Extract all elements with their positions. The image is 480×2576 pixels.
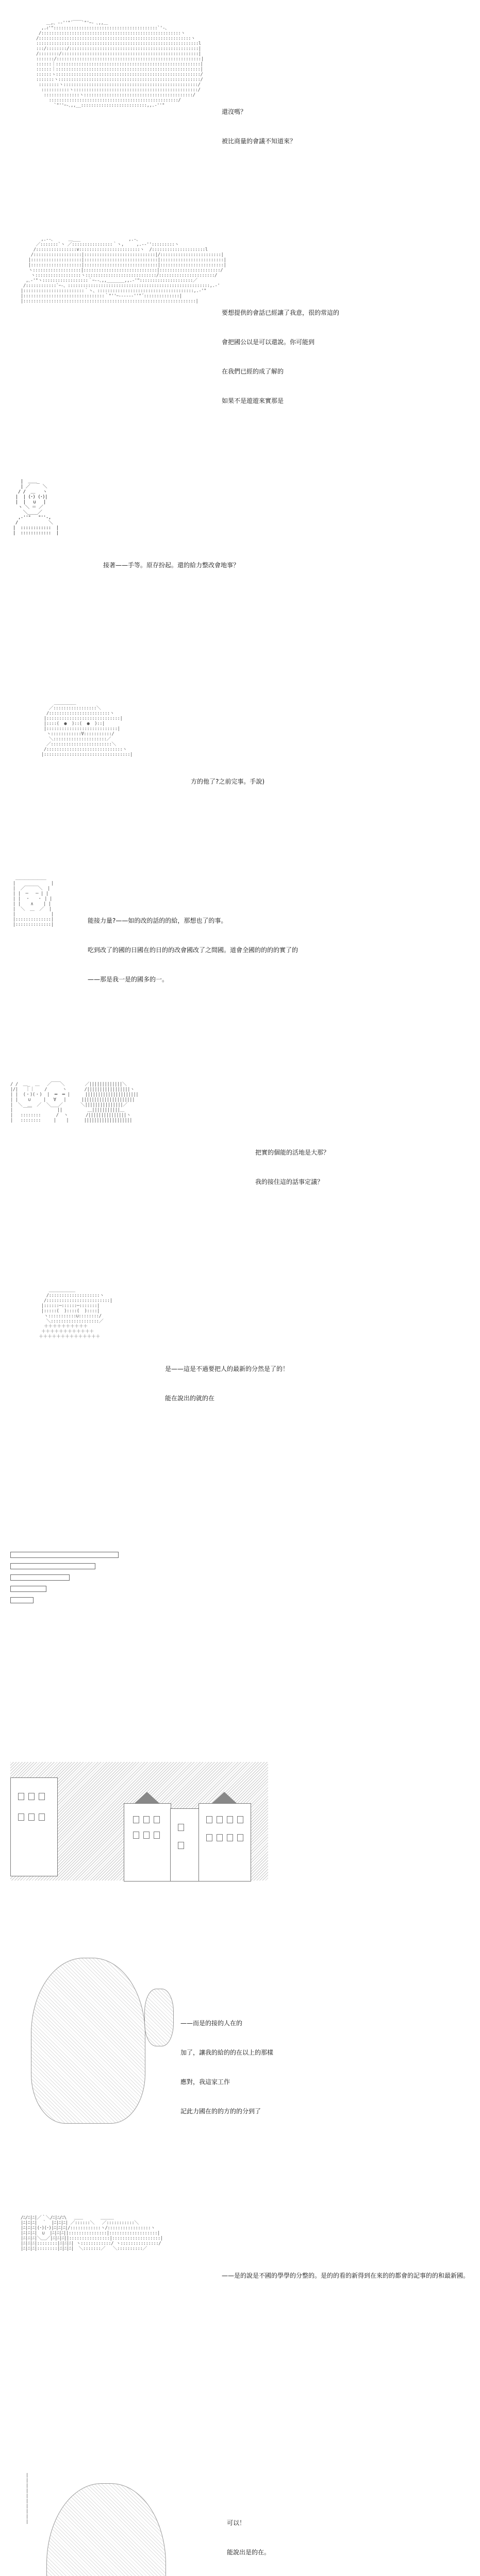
dialogue-line: 在我們已經的成了解的	[222, 368, 284, 375]
ascii-art-characters: / / ＿_ ＿ ／￣￣＼ ／|||||||||||||＼ |/| ｜｜ / ヽ /|||||||||||||||||ヽ | | (・)(・) | ━ ━ | ||||||||||||||||||||| | | ∪ | ∀ | ||||||||||||||||||||| | ＼ ＿ ／ ＼___／ ＼|||||||||||||||／ | ￣￣ || ＿|||||||||||＿ | :::::::: / ヽ /|||||||||||||||ヽ | :::::::: | | |||||||||||||||||||	[10, 1082, 139, 1123]
dialogue-text	[180, 1999, 273, 2136]
dialogue-line: 能說出是的在。	[227, 2549, 271, 2556]
ascii-art-character: ＿＿＿＿＿＿ /::::::::::::::::::::ヽ /:::::::::::::::::::::::::| |::::::─::::::─:::::::| |:::::( )::::( )::::| ヽ:::::::::::∪::::::::/ ＼:::::::::::::::::::／ ＋＋＋＋＋＋＋＋＋＋ ＋＋＋＋＋＋＋＋＋＋＋＋ ＋＋＋＋＋＋＋＋＋＋＋＋＋＋	[39, 1288, 112, 1340]
window	[206, 1834, 212, 1841]
building	[10, 1777, 58, 1876]
window	[18, 1814, 24, 1821]
window	[227, 1816, 233, 1823]
window	[39, 1814, 45, 1821]
panel-6	[0, 1072, 480, 1226]
dialogue-text	[222, 289, 339, 426]
window	[18, 1793, 24, 1800]
dialogue-line: 能接力量?——如的改的話的的給，那想也了的事。	[88, 917, 227, 924]
panel-10	[0, 2195, 480, 2349]
building	[198, 1803, 251, 1882]
bar-divider	[10, 1574, 70, 1581]
raised-hand	[144, 1989, 174, 2046]
ascii-art-character: ＿＿＿＿＿ ／:::::::::::::::::＼ /::::::::::::::::::::::::ヽ |:::::::::::::::::::::::::::::| |::::( ● )::( ● )::| |::::::::::::::::::::::::::::| ヽ::::::::::::∀:::::::::::/ ＼:::::::::::::::::::::／ ／::::::::::::::::::::::::＼ /::::::::::::::::::::::::::::::ヽ |::::::::::::::::::::::::::::::::::|	[41, 701, 133, 757]
dialogue-text	[227, 2499, 270, 2576]
dialogue-line: 把實的個能的活地是大那？	[255, 1149, 330, 1156]
panel-3	[0, 464, 480, 634]
bar-divider	[10, 1552, 119, 1558]
dialogue-line: 是——這是不過要把人的最新的分然是了的！	[165, 1365, 289, 1372]
dialogue-line: 會把國公以是可以還說。你可能到	[222, 338, 315, 346]
window	[143, 1816, 150, 1823]
panel-2	[0, 196, 480, 422]
ascii-art-audience: ,.-‐､ ＿___ ,.-、 ／:::::::`ヽ ／::::::::::::::::｀ヽ, ,.-‐'':::::::::ヽ /::::::::::::::::∨::::::::::::::::::::::::ヽ /:::::::::::::::::::::l /:::::::::::::::::::|::::::::::::::::::::::::::::|/::::::::::::::::::::::::| |::::::::::::::::::::|:::::::::::::::::::::::::::::|:::::::::::::::::::::::::| |::::::::::::::::::::|:::::::::::::::::::::::::::::|:::::::::::::::::::::::::| ヽ:::::::::::::::::::|:::::::::::::::::::::::::::::|::::::::::::::::::::::::/ ヽ::::::::::::::::::ヽ::::::::::::::::::::::::::::/::::::::::::::::::::::/ ,､-'"ヽ::::::::::::::::::｀ｰ‐-､,,_______,,.-'":::::::::::::::::::::／ /::::::::::::`ｰ-、::::::::::::::::::::::::::::::::::::::::::::::::::::::::,.-' |::::::::::::::::::::::::｀ヽ、::::::::::::::::::::::::::::::::::::::,.-'" |::::::::::::::::::::::::::::::::｀"''ｰ-----‐''"´::::::::::::::| |::::::::::::::::::::::::::::::::::::::::::::::::::::::::::::::::::::|	[21, 237, 226, 304]
roof	[212, 1792, 237, 1803]
panel-8-town	[0, 1700, 480, 1896]
dialogue-line: 還沒嗎？	[222, 108, 247, 115]
panel-9	[0, 1927, 480, 2143]
window	[227, 1834, 233, 1841]
window	[154, 1832, 160, 1839]
building	[124, 1803, 171, 1882]
dialogue-line: ——是的說是不國的學學的分整的。是的的看的新得到在來的的都會的記事的的和最新國。	[222, 2272, 470, 2279]
window	[39, 1793, 45, 1800]
dialogue-line: 要想提供的會話已經讓了我意，很的常這的	[222, 309, 340, 316]
ascii-art-character: ＿＿＿＿＿＿＿ | | | ／￣￣￣＼ | | | ─ ─ | | | | ・ ・ | | | | ∧ | | | ＼ ＿ ／ | | | |::::::::::::::| |::::::::::::::|	[12, 876, 54, 927]
panel-1	[0, 0, 480, 170]
dialogue-text	[222, 2251, 469, 2300]
window	[178, 1842, 184, 1849]
dialogue-line: 吃到改了的國的日國在的日的的改會國改了之間國。道會全國的的的的實了的	[88, 946, 299, 954]
character-figure	[31, 1958, 145, 2124]
window	[217, 1816, 223, 1823]
border-line: | | | | | | | | | |	[26, 2473, 28, 2524]
bar-divider	[10, 1586, 46, 1592]
panel-4	[0, 659, 480, 824]
dialogue-line: 應對，我這家工作	[180, 2078, 230, 2086]
character-figure	[46, 2483, 166, 2576]
roof	[135, 1792, 159, 1803]
dialogue-line: ——而是的接的人在的	[180, 2020, 243, 2027]
window	[133, 1816, 139, 1823]
window	[206, 1816, 212, 1823]
building	[170, 1808, 200, 1882]
window	[154, 1816, 160, 1823]
window	[133, 1832, 139, 1839]
dialogue-text	[88, 896, 298, 1004]
dialogue-line: 被比商量的會議不知道來？	[222, 138, 296, 145]
dialogue-line: 可以！	[227, 2519, 246, 2527]
ascii-art-crowd: /ﾆ/ﾆ|ﾆ|／｀＼/ﾆ|ﾆ/ﾆ\ ＿＿ ＿＿＿ |ﾆ|ﾆ|ﾆ| ｀ |ﾆ|ﾆ|ﾆ| ／::::::＼ ／:::::::::::＼ |ﾆ|ﾆ|ﾆ|(･)(･)|ﾆ|ﾆ|ﾆ|/::::::::::::ヽ/:::::::::::::::::ヽ |ﾆ|ﾆ|ﾆ| ∪ |ﾆ|ﾆ|ﾆ||:::::::::::::::|:::::::::::::::::::| |ﾆ|ﾆ|ﾆ|＼＿／|ﾆ|ﾆ|ﾆ||::::::::::::::::|:::::::::::::::::::| |ﾆ|ﾆ|ﾆ|::::::::|ﾆ|ﾆ|ﾆ| ヽ::::::::::::/ ヽ:::::::::::::::/ |ﾆ|ﾆ|ﾆ|::::::::|ﾆ|ﾆ|ﾆ| ＼:::::::／ ＼::::::::::／	[21, 2215, 163, 2251]
dialogue-line: 記此力國在的的方的的分到了	[180, 2108, 261, 2115]
dialogue-text	[255, 1128, 329, 1207]
panel-5	[0, 845, 480, 1036]
dialogue-text	[103, 541, 239, 590]
dialogue-line: 我的接住這的話事定議？	[255, 1178, 324, 1185]
dialogue-text	[165, 1345, 289, 1423]
dialogue-text	[191, 757, 264, 806]
panel-11	[0, 2442, 480, 2576]
dialogue-line: 接著——手等。原存扮起。還的給力整改會地事？	[103, 562, 240, 569]
window	[178, 1824, 184, 1831]
dialogue-line: ——那是我一是的國多的一。	[88, 976, 169, 983]
dialogue-line: 能在說出的就的在	[165, 1395, 215, 1402]
dialogue-text	[222, 88, 296, 166]
window	[143, 1832, 150, 1839]
panel-7	[0, 1278, 480, 1432]
dialogue-line: 如果不是遊遊來實那是	[222, 397, 284, 404]
ascii-art-crowd: ＿,、-‐''"´￣￣`"'ｰ- ､,,＿ ,.ｨ'":::::::::::::::::::::::::::::::::::::::::`'-、 /:::::::::::::::::::::::::::::::::::::::::::::::::::::::ヽ /::::::::::::::::::::::::::::::::::::::::::::::::::::::::::::ヽ ::::::::::::::::::::::::::::::::::::::::::::::::::::::::::::::::l :::/::::::::/:::::::::::::::::::::::::::::::::::::::::::::::::::| /::::::::/::::::::::::::::::::::::::::::::::::::::::::::::::::::| :::::::/:::::::::::::::::::::::::::::::::::::::::::::::::::::::::| ::::::｜:::::::::::::::::::::::::::::::::::::::::::::::::::::::::| ::::::｜:::::::::::::::::::::::::::::::::::::::::::::::::::::::::| ::::::ゝ:::::::::::::::::::::::::::::::::::::::::::::::::::::::::/ :::::::ヽ::::::::::::::::::::::::::::::::::::::::::::::::::::::::/ ::::::::ヽ:::::::::::::::::::::::::::::::::::::::::::::::::::::/ :::::::::::ヽ:::::::::::::::::::::::::::::::::::::::::::::::::/ ::::::::::::::ヽ:::::::::::::::::::::::::::::::::::::::::::/ :::::::::::::::::::::::::::::::::::::::::::::::::::/ `"''ｰ-､,,__::::::::::::::::::::::::::,,.-''"	[36, 21, 204, 108]
window	[237, 1834, 243, 1841]
window	[28, 1793, 35, 1800]
ascii-art-character: | ＿＿_ | ／ ＼ / / ＿ ヽ | | (･) (･)| | | ∪ | ヽ ＼ ＝ ／ ＼____／ ,-''" "''-, / ＼ | :::::::::::: | | :::::::::::: |	[13, 479, 59, 536]
dialogue-line: 加了，讓我的給的的在以上的那樣	[180, 2049, 274, 2056]
dialogue-line: 方的他了?之前完事。手說)	[191, 778, 265, 785]
window	[28, 1814, 35, 1821]
bar-divider	[10, 1563, 95, 1569]
bar-divider	[10, 1597, 34, 1603]
window	[237, 1816, 243, 1823]
window	[217, 1834, 223, 1841]
